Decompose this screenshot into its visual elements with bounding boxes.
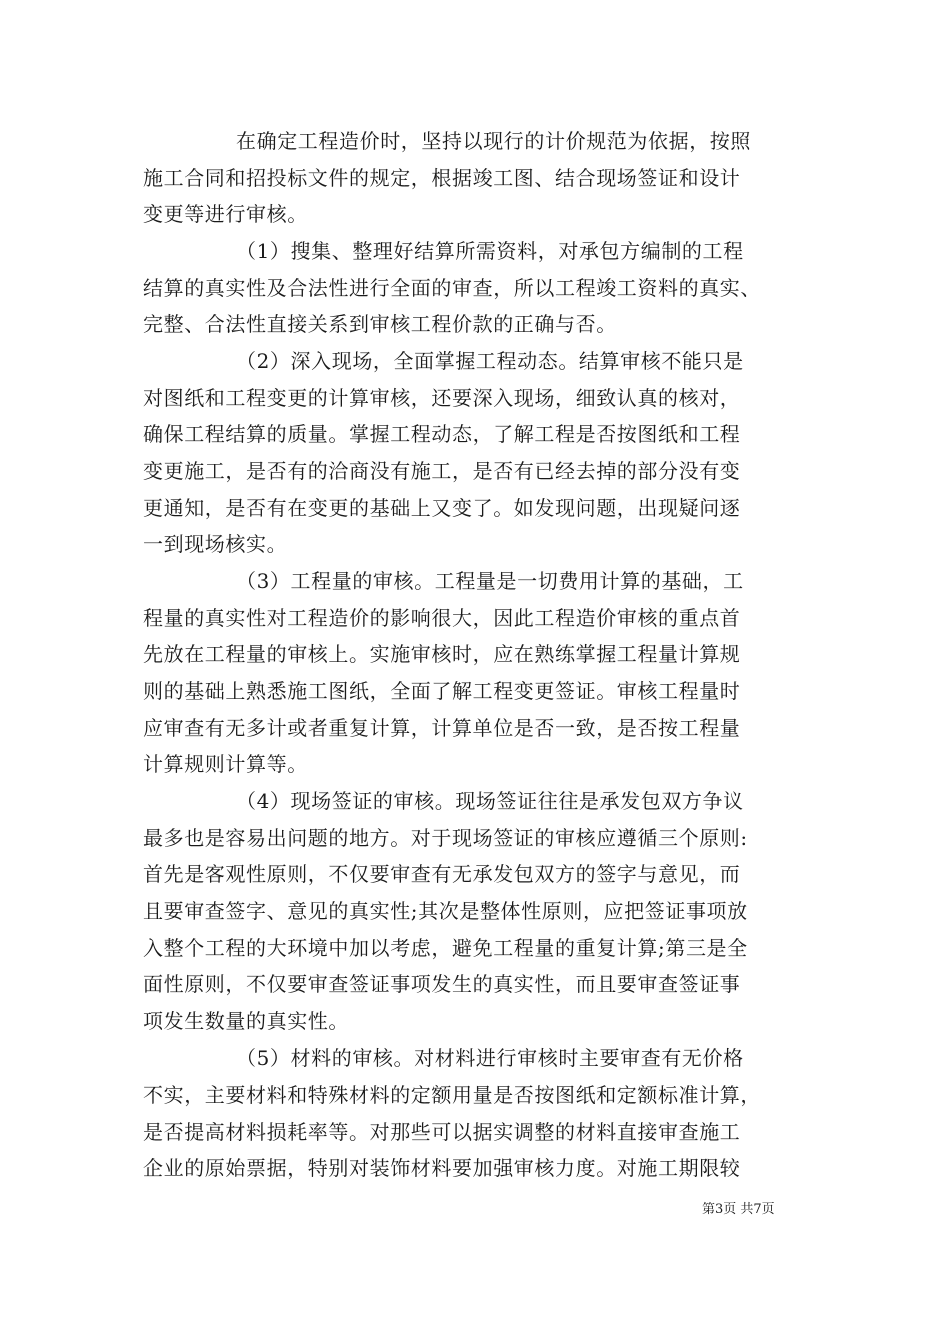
- paragraph-2-line-3: 完整、合法性直接关系到审核工程价款的正确与否。: [143, 312, 617, 336]
- paragraph-3-line-6: 一到现场核实。: [143, 532, 288, 556]
- paragraph-5-line-3: 首先是客观性原则，不仅要审查有无承发包双方的签字与意见，而: [143, 862, 741, 886]
- paragraph-4-line-4: 则的基础上熟悉施工图纸，全面了解工程变更签证。审核工程量时: [143, 679, 741, 703]
- paragraph-5-line-7: 项发生数量的真实性。: [143, 1009, 349, 1033]
- paragraph-4-line-5: 应审查有无多计或者重复计算，计算单位是否一致，是否按工程量: [143, 716, 741, 740]
- paragraph-2-line-2: 结算的真实性及合法性进行全面的审查，所以工程竣工资料的真实、: [143, 276, 761, 300]
- paragraph-1-line-2: 施工合同和招投标文件的规定，根据竣工图、结合现场签证和设计: [143, 166, 741, 190]
- page-number-footer: 第3页 共7页: [702, 1202, 775, 1217]
- paragraph-6-line-4: 企业的原始票据，特别对装饰材料要加强审核力度。对施工期限较: [143, 1156, 741, 1180]
- paragraph-3-line-3: 确保工程结算的质量。掌握工程动态，了解工程是否按图纸和工程: [143, 422, 741, 446]
- paragraph-6-line-1: （5）材料的审核。对材料进行审核时主要审查有无价格: [236, 1046, 744, 1070]
- paragraph-6-line-2: 不实，主要材料和特殊材料的定额用量是否按图纸和定额标准计算，: [143, 1083, 761, 1107]
- paragraph-5-line-5: 入整个工程的大环境中加以考虑，避免工程量的重复计算;第三是全: [143, 936, 748, 960]
- paragraph-5-line-2: 最多也是容易出问题的地方。对于现场签证的审核应遵循三个原则:: [143, 826, 748, 850]
- paragraph-2-line-1: （1）搜集、整理好结算所需资料，对承包方编制的工程: [236, 239, 744, 263]
- paragraph-5-line-1: （4）现场签证的审核。现场签证往往是承发包双方争议: [236, 789, 744, 813]
- paragraph-6-line-3: 是否提高材料损耗率等。对那些可以据实调整的材料直接审查施工: [143, 1120, 741, 1144]
- paragraph-1-line-1: 在确定工程造价时，坚持以现行的计价规范为依据，按照: [236, 129, 751, 153]
- paragraph-3-line-4: 变更施工，是否有的洽商没有施工，是否有已经去掉的部分没有变: [143, 459, 741, 483]
- paragraph-5-line-6: 面性原则，不仅要审查签证事项发生的真实性，而且要审查签证事: [143, 972, 741, 996]
- paragraph-4-line-1: （3）工程量的审核。工程量是一切费用计算的基础，工: [236, 569, 744, 593]
- paragraph-1-line-3: 变更等进行审核。: [143, 202, 308, 226]
- paragraph-5-line-4: 且要审查签字、意见的真实性;其次是整体性原则，应把签证事项放: [143, 899, 748, 923]
- paragraph-3-line-1: （2）深入现场，全面掌握工程动态。结算审核不能只是: [236, 349, 744, 373]
- paragraph-4-line-2: 程量的真实性对工程造价的影响很大，因此工程造价审核的重点首: [143, 606, 741, 630]
- paragraph-4-line-3: 先放在工程量的审核上。实施审核时，应在熟练掌握工程量计算规: [143, 642, 741, 666]
- paragraph-4-line-6: 计算规则计算等。: [143, 752, 308, 776]
- paragraph-3-line-2: 对图纸和工程变更的计算审核，还要深入现场，细致认真的核对，: [143, 386, 741, 410]
- paragraph-3-line-5: 更通知，是否有在变更的基础上又变了。如发现问题，出现疑问逐: [143, 496, 741, 520]
